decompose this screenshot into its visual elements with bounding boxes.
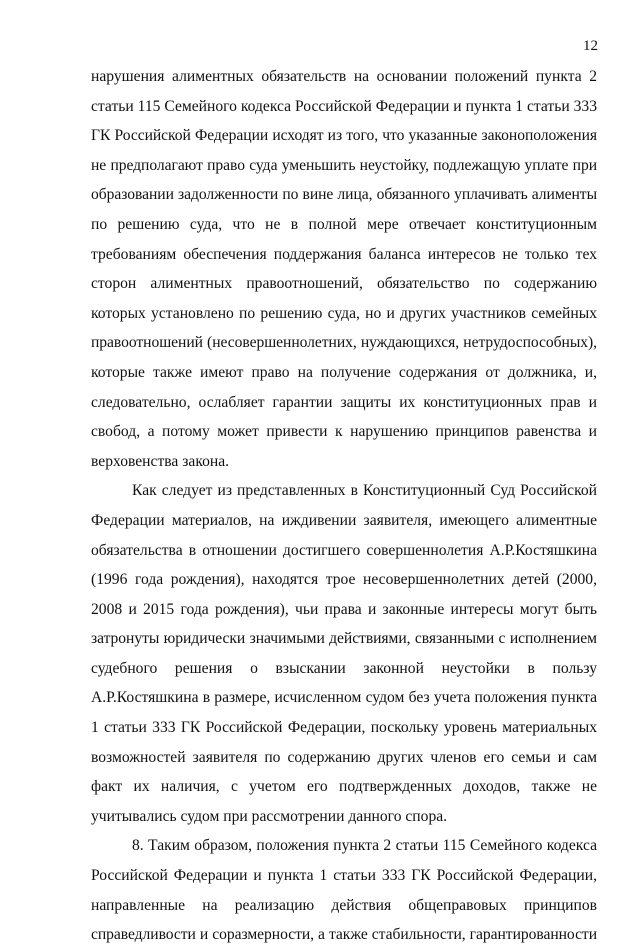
text-line: (1996 года рождения), находятся трое несовершеннолетних детей (2000,: [91, 571, 597, 589]
text-line: не предполагают право суда уменьшить неустойку, подлежащую уплате при: [91, 156, 597, 174]
text-line: верховенства закона.: [91, 452, 230, 470]
text-line: возможностей заявителя по содержанию других членов его семьи и сам: [91, 748, 597, 766]
paragraph-3: [91, 831, 597, 949]
text-line: нарушения алиментных обязательств на основании положений пункта 2: [91, 68, 597, 85]
text-line: правоотношений (несовершеннолетних, нуждающихся, нетрудоспособных),: [91, 334, 597, 352]
text-line: Федерации материалов, на иждивении заявителя, имеющего алиментные: [91, 511, 597, 529]
text-line: затронуты юридически значимыми действиями, связанными с исполнением: [91, 630, 597, 648]
paragraph-2: [91, 476, 597, 831]
text-line: статьи 115 Семейного кодекса Российской Федерации и пункта 1 статьи 333: [91, 97, 597, 115]
text-line: которых установлено по решению суда, но и других участников семейных: [91, 304, 597, 322]
text-line: требованиям обеспечения поддержания баланса интересов не только тех: [91, 245, 597, 263]
text-line: свобод, а потому может привести к нарушению принципов равенства и: [91, 423, 597, 441]
text-line: следовательно, ослабляет гарантии защиты их конституционных прав и: [91, 393, 597, 411]
text-line: ГК Российской Федерации исходят из того, что указанные законоположения: [91, 127, 597, 145]
text-line: по решению суда, что не в полной мере отвечает конституционным: [91, 215, 597, 233]
text-line: обязательства в отношении достигшего совершеннолетия А.Р.Костяшкина: [91, 541, 597, 559]
text-line: справедливости и соразмерности, а также стабильности, гарантированности: [91, 926, 597, 944]
text-line: 8. Таким образом, положения пункта 2 статьи 115 Семейного кодекса: [132, 837, 597, 855]
text-line: факт их наличия, с учетом его подтвержденных доходов, также не: [91, 778, 597, 796]
text-line: сторон алиментных правоотношений, обязательство по содержанию: [91, 275, 597, 293]
text-line: которые также имеют право на получение содержания от должника, и,: [91, 363, 597, 381]
document-body: [91, 62, 597, 950]
text-line: судебного решения о взыскании законной неустойки в пользу: [91, 659, 597, 677]
paragraph-1: [91, 62, 597, 476]
text-line: Российской Федерации и пункта 1 статьи 333 ГК Российской Федерации,: [91, 867, 597, 885]
text-line: направленные на реализацию действия общеправовых принципов: [91, 896, 597, 914]
page-number: 12: [583, 38, 598, 54]
text-line: А.Р.Костяшкина в размере, исчисленном судом без учета положения пункта: [91, 689, 597, 707]
text-line: учитывались судом при рассмотрении данного спора.: [91, 807, 448, 825]
text-line: образовании задолженности по вине лица, обязанного уплачивать алименты: [91, 186, 597, 204]
text-line: 1 статьи 333 ГК Российской Федерации, поскольку уровень материальных: [91, 719, 597, 737]
text-line: Как следует из представленных в Конституционный Суд Российской: [132, 482, 597, 500]
text-line: 2008 и 2015 года рождения), чьи права и законные интересы могут быть: [91, 600, 597, 618]
